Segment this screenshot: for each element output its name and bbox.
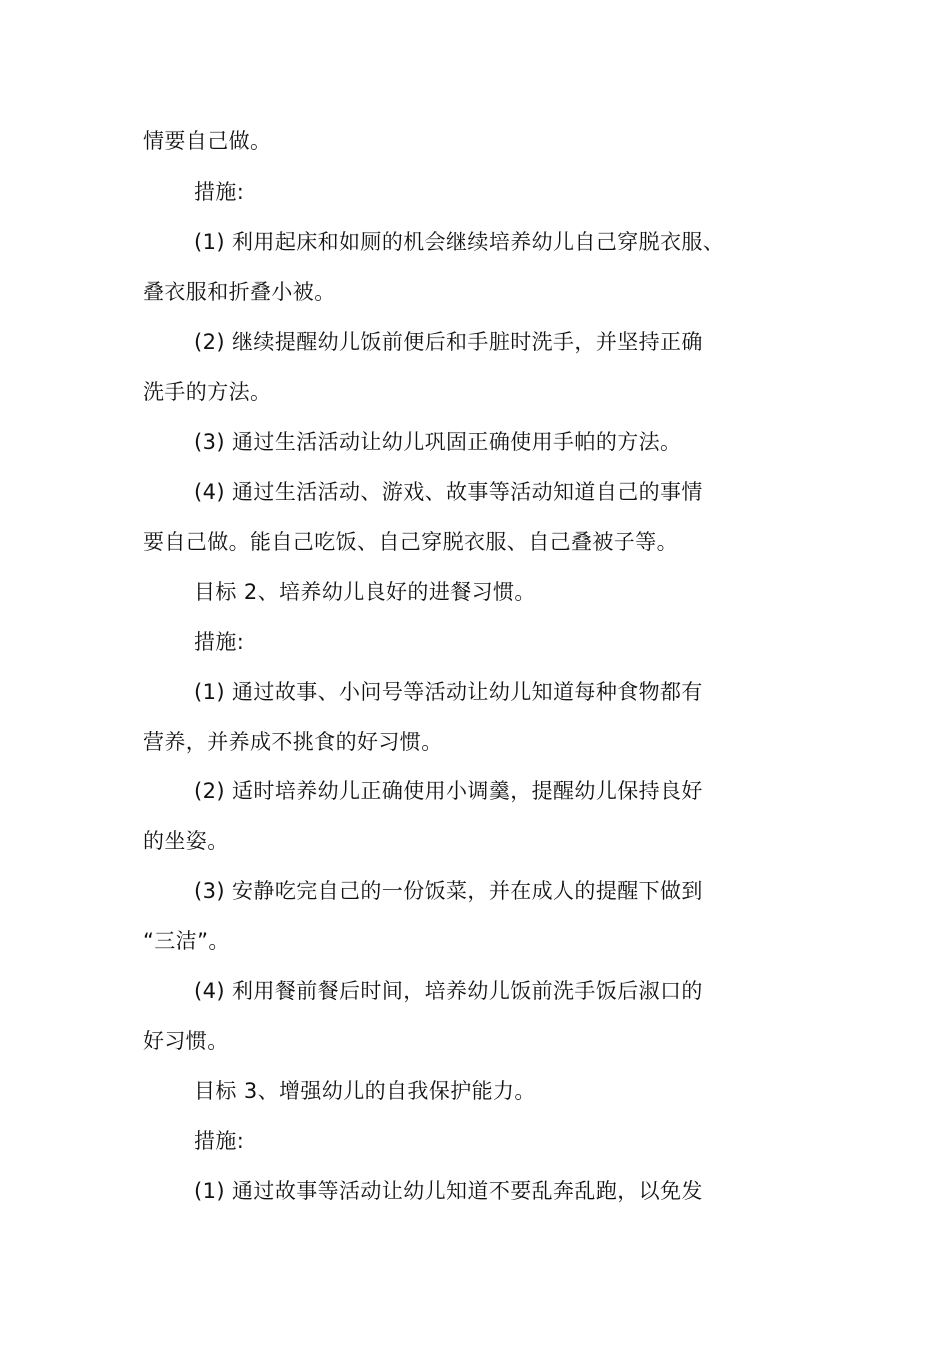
text-line: “三洁”。 [143,929,230,953]
text-line: 洗手的方法。 [143,380,272,404]
section-heading: 措施: [194,630,245,654]
text-line: (3) 通过生活活动让幼儿巩固正确使用手帕的方法。 [194,430,682,454]
text-line: 情要自己做。 [143,129,272,153]
text-line: (2) 继续提醒幼儿饭前便后和手脏时洗手，并坚持正确 [194,330,703,354]
text-line: (1) 通过故事等活动让幼儿知道不要乱奔乱跑，以免发 [194,1179,703,1203]
text-line: 要自己做。能自己吃饭、自己穿脱衣服、自己叠被子等。 [143,530,678,554]
text-line: (1) 通过故事、小问号等活动让幼儿知道每种食物都有 [194,680,703,704]
goal-heading: 目标 2、培养幼儿良好的进餐习惯。 [194,580,536,604]
text-line: (4) 利用餐前餐后时间，培养幼儿饭前洗手饭后淑口的 [194,979,703,1003]
text-line: (2) 适时培养幼儿正确使用小调羹，提醒幼儿保持良好 [194,779,703,803]
text-line: 的坐姿。 [143,829,229,853]
text-line: 好习惯。 [143,1029,229,1053]
section-heading: 措施: [194,1129,245,1153]
text-line: 叠衣服和折叠小被。 [143,280,336,304]
text-line: (3) 安静吃完自己的一份饭菜，并在成人的提醒下做到 [194,879,703,903]
section-heading: 措施: [194,180,245,204]
text-line: 营养，并养成不挑食的好习惯。 [143,730,443,754]
goal-heading: 目标 3、增强幼儿的自我保护能力。 [194,1079,536,1103]
text-line: (4) 通过生活活动、游戏、故事等活动知道自己的事情 [194,480,703,504]
text-line: (1) 利用起床和如厕的机会继续培养幼儿自己穿脱衣服、 [194,230,725,254]
